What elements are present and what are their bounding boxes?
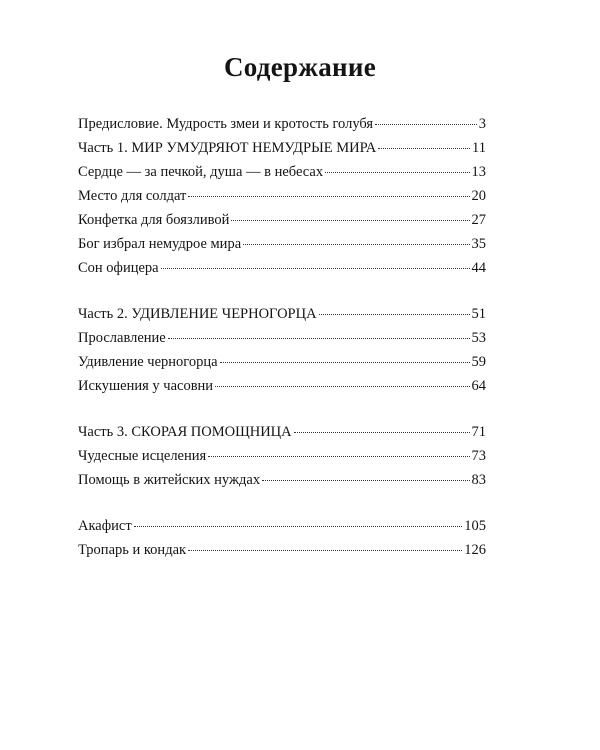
toc-entry-title: Искушения у часовни <box>78 378 214 394</box>
toc-entry-title: Сердце — за печкой, душа — в небесах <box>78 164 324 180</box>
toc-entry-title: Часть 2. УДИВЛЕНИЕ ЧЕРНОГОРЦА <box>78 306 317 322</box>
toc-entry <box>78 468 486 492</box>
dot-leader <box>161 268 470 269</box>
toc-part-entry <box>78 302 486 326</box>
toc-section <box>78 514 486 562</box>
toc-entry <box>78 350 486 374</box>
dot-leader <box>375 124 477 125</box>
toc-entry-title: Часть 1. МИР УМУДРЯЮТ НЕМУДРЫЕ МИРА <box>78 140 377 156</box>
dot-leader <box>262 480 469 481</box>
toc-entry-page: 44 <box>471 260 486 276</box>
toc-entry <box>78 112 486 136</box>
toc-part-entry <box>78 420 486 444</box>
toc-entry-page: 20 <box>471 188 486 204</box>
toc-entry <box>78 256 486 280</box>
dot-leader <box>325 172 469 173</box>
dot-leader <box>215 386 469 387</box>
toc-entry <box>78 184 486 208</box>
toc-section <box>78 112 486 280</box>
toc-entry <box>78 160 486 184</box>
dot-leader <box>378 148 470 149</box>
dot-leader <box>220 362 470 363</box>
dot-leader <box>188 550 462 551</box>
toc-entry-title: Сон офицера <box>78 260 159 276</box>
toc-entry-page: 64 <box>471 378 486 394</box>
toc-entry <box>78 232 486 256</box>
toc-entry-title: Акафист <box>78 518 132 534</box>
toc-entry <box>78 514 486 538</box>
toc-entry-page: 59 <box>471 354 486 370</box>
toc-entry <box>78 208 486 232</box>
toc-entry <box>78 374 486 398</box>
toc-entry-page: 73 <box>471 448 486 464</box>
toc-section <box>78 302 486 398</box>
toc-entry-title: Часть 3. СКОРАЯ ПОМОЩНИЦА <box>78 424 292 440</box>
table-of-contents <box>78 112 486 584</box>
toc-entry-title: Конфетка для боязливой <box>78 212 230 228</box>
toc-entry-page: 35 <box>471 236 486 252</box>
dot-leader <box>231 220 469 221</box>
dot-leader <box>294 432 470 433</box>
dot-leader <box>319 314 470 315</box>
toc-entry-page: 105 <box>464 518 486 534</box>
dot-leader <box>188 196 469 197</box>
toc-entry-title: Бог избрал немудрое мира <box>78 236 242 252</box>
toc-entry-title: Удивление черногорца <box>78 354 218 370</box>
toc-entry <box>78 326 486 350</box>
dot-leader <box>134 526 463 527</box>
toc-section <box>78 420 486 492</box>
dot-leader <box>243 244 469 245</box>
toc-entry-page: 71 <box>471 424 486 440</box>
dot-leader <box>208 456 469 457</box>
toc-part-entry <box>78 136 486 160</box>
dot-leader <box>168 338 470 339</box>
toc-entry-page: 3 <box>478 116 486 132</box>
toc-entry-page: 126 <box>464 542 486 558</box>
toc-entry-page: 13 <box>471 164 486 180</box>
toc-entry-page: 27 <box>471 212 486 228</box>
page-title: Содержание <box>223 52 377 82</box>
toc-entry-page: 51 <box>471 306 486 322</box>
toc-entry-title: Чудесные исцеления <box>78 448 207 464</box>
toc-entry-title: Предисловие. Мудрость змеи и кротость голубя <box>78 116 374 132</box>
toc-entry-title: Помощь в житейских нуждах <box>78 472 261 488</box>
toc-entry-page: 53 <box>471 330 486 346</box>
toc-entry <box>78 538 486 562</box>
toc-entry-title: Тропарь и кондак <box>78 542 187 558</box>
toc-entry-page: 83 <box>471 472 486 488</box>
toc-entry-title: Прославление <box>78 330 166 346</box>
toc-entry <box>78 444 486 468</box>
toc-entry-page: 11 <box>472 140 486 156</box>
toc-entry-title: Место для солдат <box>78 188 187 204</box>
